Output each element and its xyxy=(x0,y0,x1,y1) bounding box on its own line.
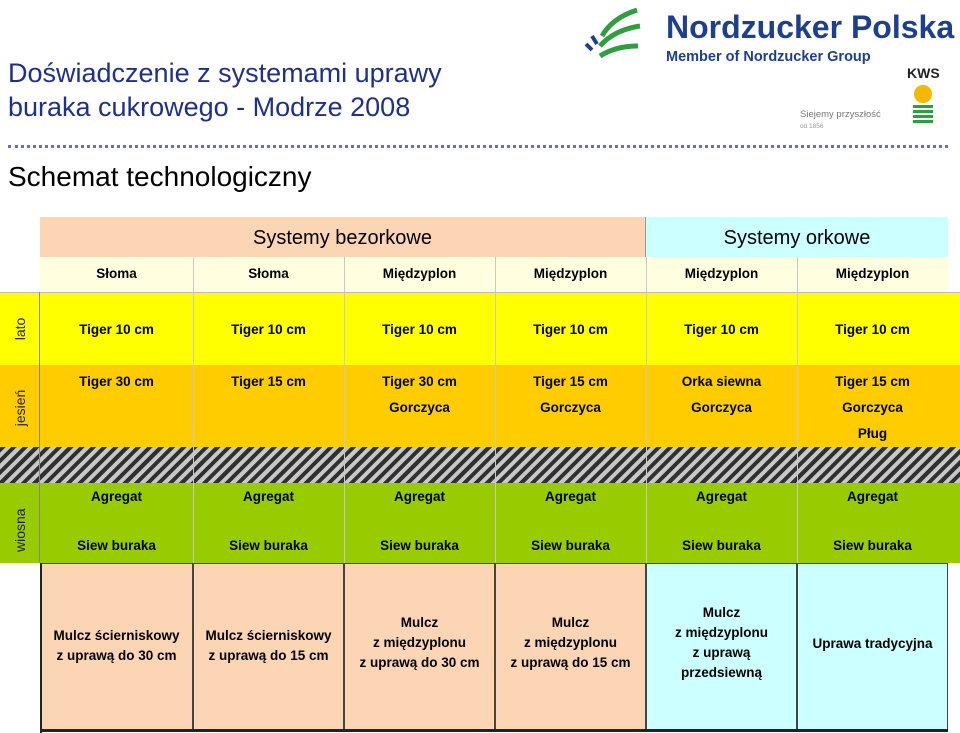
system-line: z uprawą do 15 cm xyxy=(208,648,329,663)
kws-since: od 1856 xyxy=(800,123,824,130)
brand-tagline: Member of Nordzucker Group xyxy=(666,49,871,65)
system-box xyxy=(40,563,193,731)
system-line: z uprawą do 30 cm xyxy=(359,655,480,670)
jesien-cell: Orka siewna xyxy=(681,374,762,389)
wiosna-cell: Siew buraka xyxy=(380,538,459,553)
jesien-cell: Pług xyxy=(857,426,888,441)
jesien-cell: Gorczyca xyxy=(842,400,903,415)
header-systemy-bezorkowe xyxy=(40,217,646,257)
dotted-divider xyxy=(8,145,948,148)
jesien-cell: Gorczyca xyxy=(389,400,450,415)
kws-sun-icon xyxy=(914,85,932,103)
nordzucker-logo xyxy=(580,6,955,141)
system-line: Uprawa tradycyjna xyxy=(812,636,933,651)
jesien-cell: Tiger 15 cm xyxy=(533,374,608,389)
column-divider xyxy=(193,257,194,563)
kws-slogan: Siejemy przyszłość xyxy=(800,109,881,120)
cover-cell: Międzyplon xyxy=(382,266,457,281)
wiosna-cell: Agregat xyxy=(90,489,142,504)
jesien-cell: Gorczyca xyxy=(691,400,752,415)
system-summary-row xyxy=(40,563,948,733)
system-line: z międzyplonu xyxy=(674,625,768,640)
wiosna-cell: Siew buraka xyxy=(833,538,912,553)
cover-cell: Międzyplon xyxy=(835,266,910,281)
system-line: Mulcz xyxy=(400,615,439,630)
system-line: z uprawą do 30 cm xyxy=(56,648,177,663)
wiosna-cell: Siew buraka xyxy=(229,538,308,553)
page-title xyxy=(8,56,568,124)
system-line: Mulcz ścierniskowy xyxy=(205,628,332,643)
system-box xyxy=(193,563,344,731)
system-line: z uprawą xyxy=(692,645,751,660)
wiosna-cell: Agregat xyxy=(242,489,294,504)
system-box xyxy=(646,563,797,731)
system-box xyxy=(495,563,646,731)
left-border xyxy=(40,563,42,733)
wiosna-cell: Agregat xyxy=(393,489,445,504)
wiosna-cell: Agregat xyxy=(695,489,747,504)
lato-cell: Tiger 10 cm xyxy=(382,322,457,337)
group-label-bezorkowe: Systemy bezorkowe xyxy=(253,227,432,249)
jesien-cell: Tiger 15 cm xyxy=(835,374,910,389)
system-line: Mulcz xyxy=(702,605,741,620)
lato-cell: Tiger 10 cm xyxy=(231,322,306,337)
wiosna-cell: Agregat xyxy=(544,489,596,504)
header-systemy-orkowe xyxy=(646,217,948,257)
page-subtitle: Schemat technologiczny xyxy=(8,161,312,192)
cover-cell: Międzyplon xyxy=(533,266,608,281)
title-line-2: buraka cukrowego - Modrze 2008 xyxy=(8,92,411,122)
season-strip xyxy=(0,292,40,563)
jesien-cell: Tiger 15 cm xyxy=(231,374,306,389)
cover-cell: Międzyplon xyxy=(684,266,759,281)
wiosna-cell: Siew buraka xyxy=(77,538,156,553)
jesien-cell: Tiger 30 cm xyxy=(79,374,154,389)
band-hatch-divider xyxy=(0,447,960,483)
lato-cell: Tiger 10 cm xyxy=(835,322,910,337)
season-label-lato: lato xyxy=(12,317,28,341)
season-label-wiosna: wiosna xyxy=(12,508,28,552)
brand-name: Nordzucker Polska xyxy=(666,9,955,45)
jesien-cell: Gorczyca xyxy=(540,400,601,415)
bottom-border xyxy=(40,729,948,732)
system-line: z uprawą do 15 cm xyxy=(510,655,631,670)
nordzucker-leaf-icon xyxy=(586,10,640,56)
system-box xyxy=(344,563,495,731)
wiosna-cell: Agregat xyxy=(846,489,898,504)
kws-label: KWS xyxy=(907,65,940,81)
lato-cell: Tiger 10 cm xyxy=(533,322,608,337)
system-box xyxy=(797,563,948,731)
lato-cell: Tiger 10 cm xyxy=(684,322,759,337)
system-line: Mulcz ścierniskowy xyxy=(53,628,180,643)
cover-cell: Słoma xyxy=(96,266,137,281)
system-line: z międzyplonu xyxy=(372,635,466,650)
wiosna-cell: Siew buraka xyxy=(682,538,761,553)
lato-cell: Tiger 10 cm xyxy=(79,322,154,337)
system-line: Mulcz xyxy=(551,615,590,630)
kws-logo xyxy=(800,65,940,130)
season-label-jesien: jesień xyxy=(12,389,28,427)
title-line-1: Doświadczenie z systemami uprawy xyxy=(8,58,442,88)
system-line: przedsiewną xyxy=(680,665,763,680)
system-line: z międzyplonu xyxy=(523,635,617,650)
jesien-cell: Tiger 30 cm xyxy=(382,374,457,389)
group-label-orkowe: Systemy orkowe xyxy=(723,227,871,249)
wiosna-cell: Siew buraka xyxy=(531,538,610,553)
cover-cell: Słoma xyxy=(248,266,289,281)
